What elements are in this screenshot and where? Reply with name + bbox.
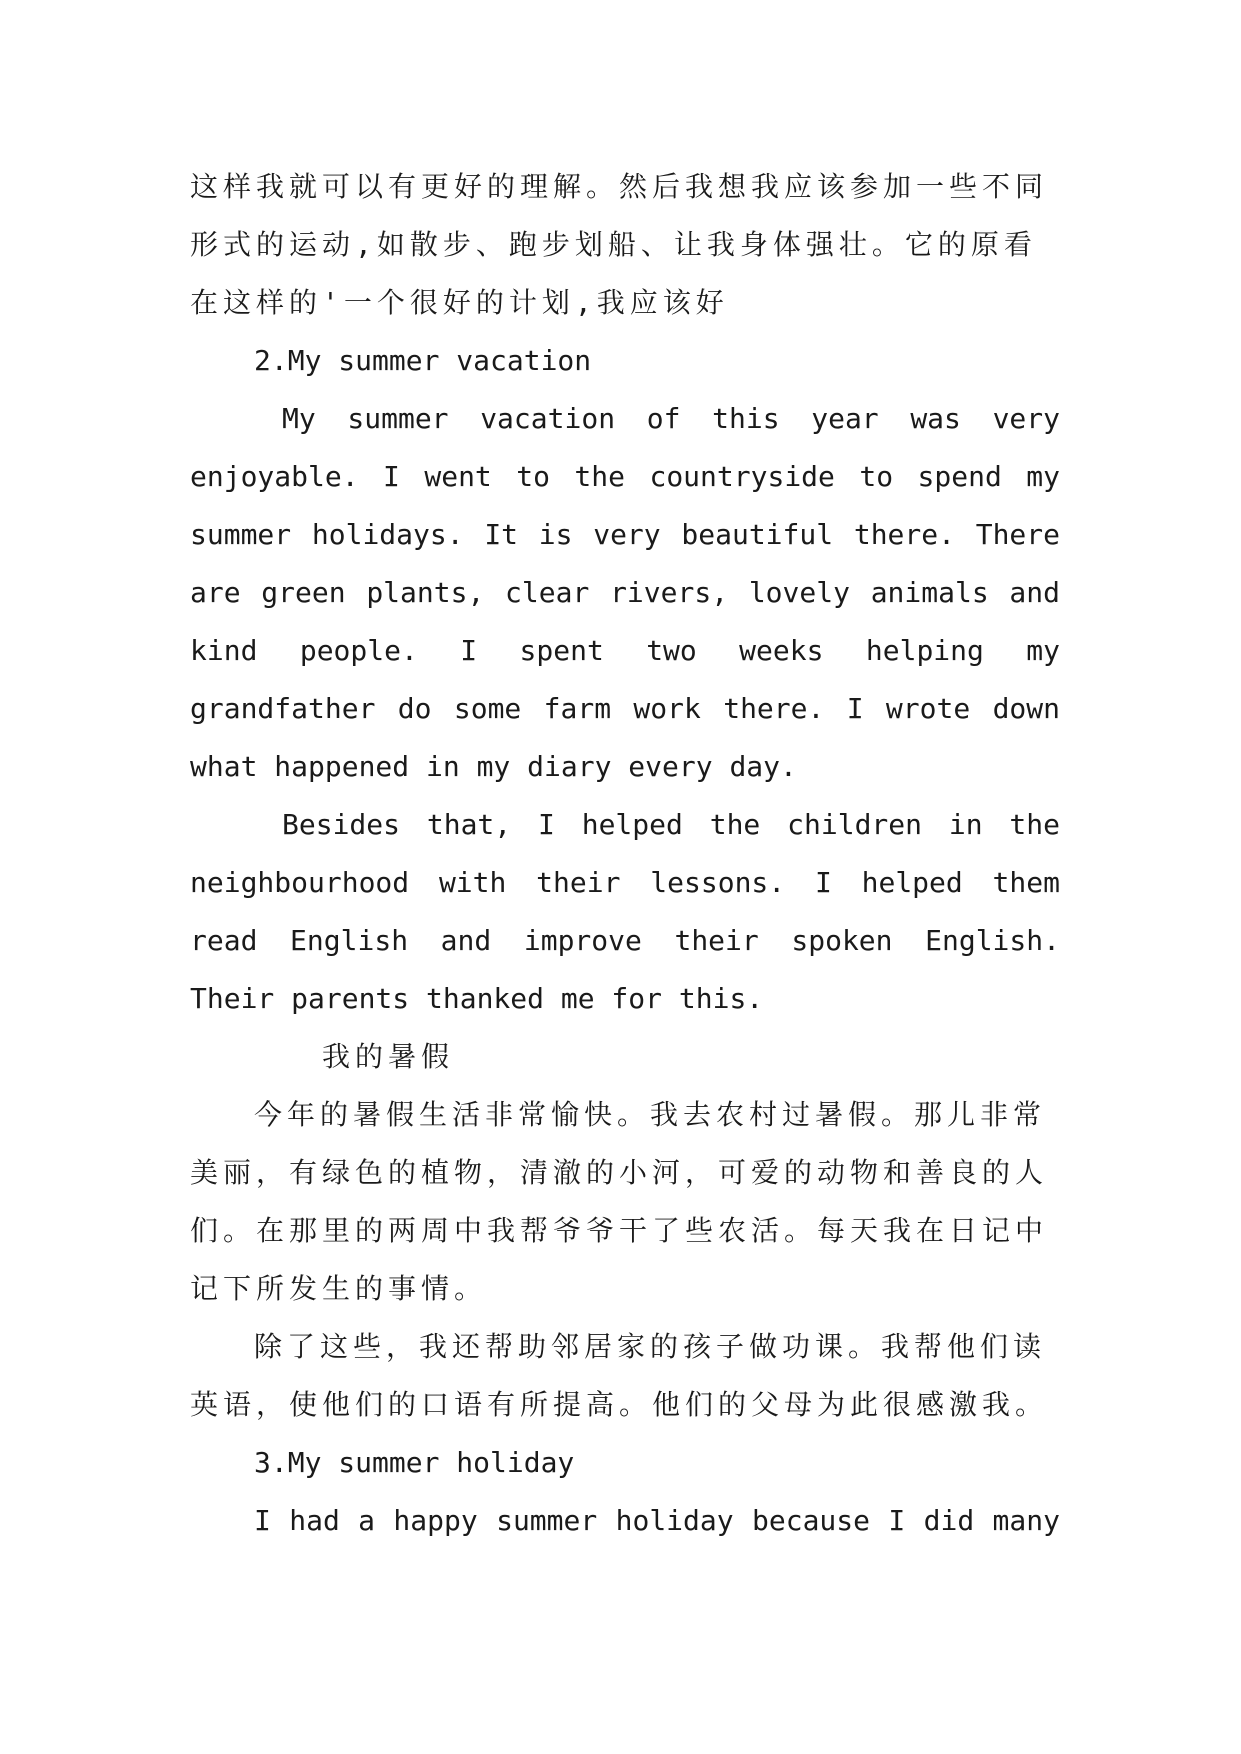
text-line: grandfather do some farm work there. I wrote down xyxy=(190,692,1060,725)
text-line: Besides that, I helped the children in the xyxy=(282,808,1060,841)
text-line: what happened in my diary every day. xyxy=(190,750,797,783)
text-line: 除了这些，我还帮助邻居家的孩子做功课。我帮他们读 xyxy=(254,1330,1047,1363)
text-line: are green plants, clear rivers, lovely animals and xyxy=(190,576,1060,609)
text-line: read English and improve their spoken English. xyxy=(190,924,1060,957)
text-line: 今年的暑假生活非常愉快。我去农村过暑假。那儿非常 xyxy=(254,1098,1047,1131)
chinese-paragraph-1 xyxy=(190,1086,1060,1318)
text-line: kind people. I spent two weeks helping my xyxy=(190,634,1060,667)
english-paragraph-2 xyxy=(190,796,1060,1028)
chinese-title: 我的暑假 xyxy=(322,1040,455,1073)
text-line: neighbourhood with their lessons. I helped them xyxy=(190,866,1060,899)
text-line: Their parents thanked me for this. xyxy=(190,982,764,1015)
section-heading-my-summer-vacation: 2.My summer vacation xyxy=(254,344,592,377)
text-line: 这样我就可以有更好的理解。然后我想我应该参加一些不同 xyxy=(190,170,1049,203)
text-line: enjoyable. I went to the countryside to spend my xyxy=(190,460,1060,493)
section-heading-my-summer-holiday: 3.My summer holiday xyxy=(254,1446,575,1479)
english-paragraph-3 xyxy=(190,1492,1060,1550)
english-paragraph-1 xyxy=(190,390,1060,796)
intro-chinese-paragraph xyxy=(190,158,1060,332)
text-line: summer holidays. It is very beautiful there. There xyxy=(190,518,1060,551)
document-body xyxy=(190,158,1060,1550)
text-line: 英语，使他们的口语有所提高。他们的父母为此很感激我。 xyxy=(190,1388,1049,1421)
text-line: 们。在那里的两周中我帮爷爷干了些农活。每天我在日记中 xyxy=(190,1214,1049,1247)
text-line: 在这样的'一个很好的计划,我应该好 xyxy=(190,286,729,319)
text-line: I had a happy summer holiday because I did many xyxy=(254,1504,1060,1537)
text-line: 记下所发生的事情。 xyxy=(190,1272,488,1305)
text-line: My summer vacation of this year was very xyxy=(282,402,1060,435)
text-line: 形式的运动,如散步、跑步划船、让我身体强壮。它的原看 xyxy=(190,228,1037,261)
chinese-paragraph-2 xyxy=(190,1318,1060,1434)
text-line: 美丽，有绿色的植物，清澈的小河，可爱的动物和善良的人 xyxy=(190,1156,1049,1189)
